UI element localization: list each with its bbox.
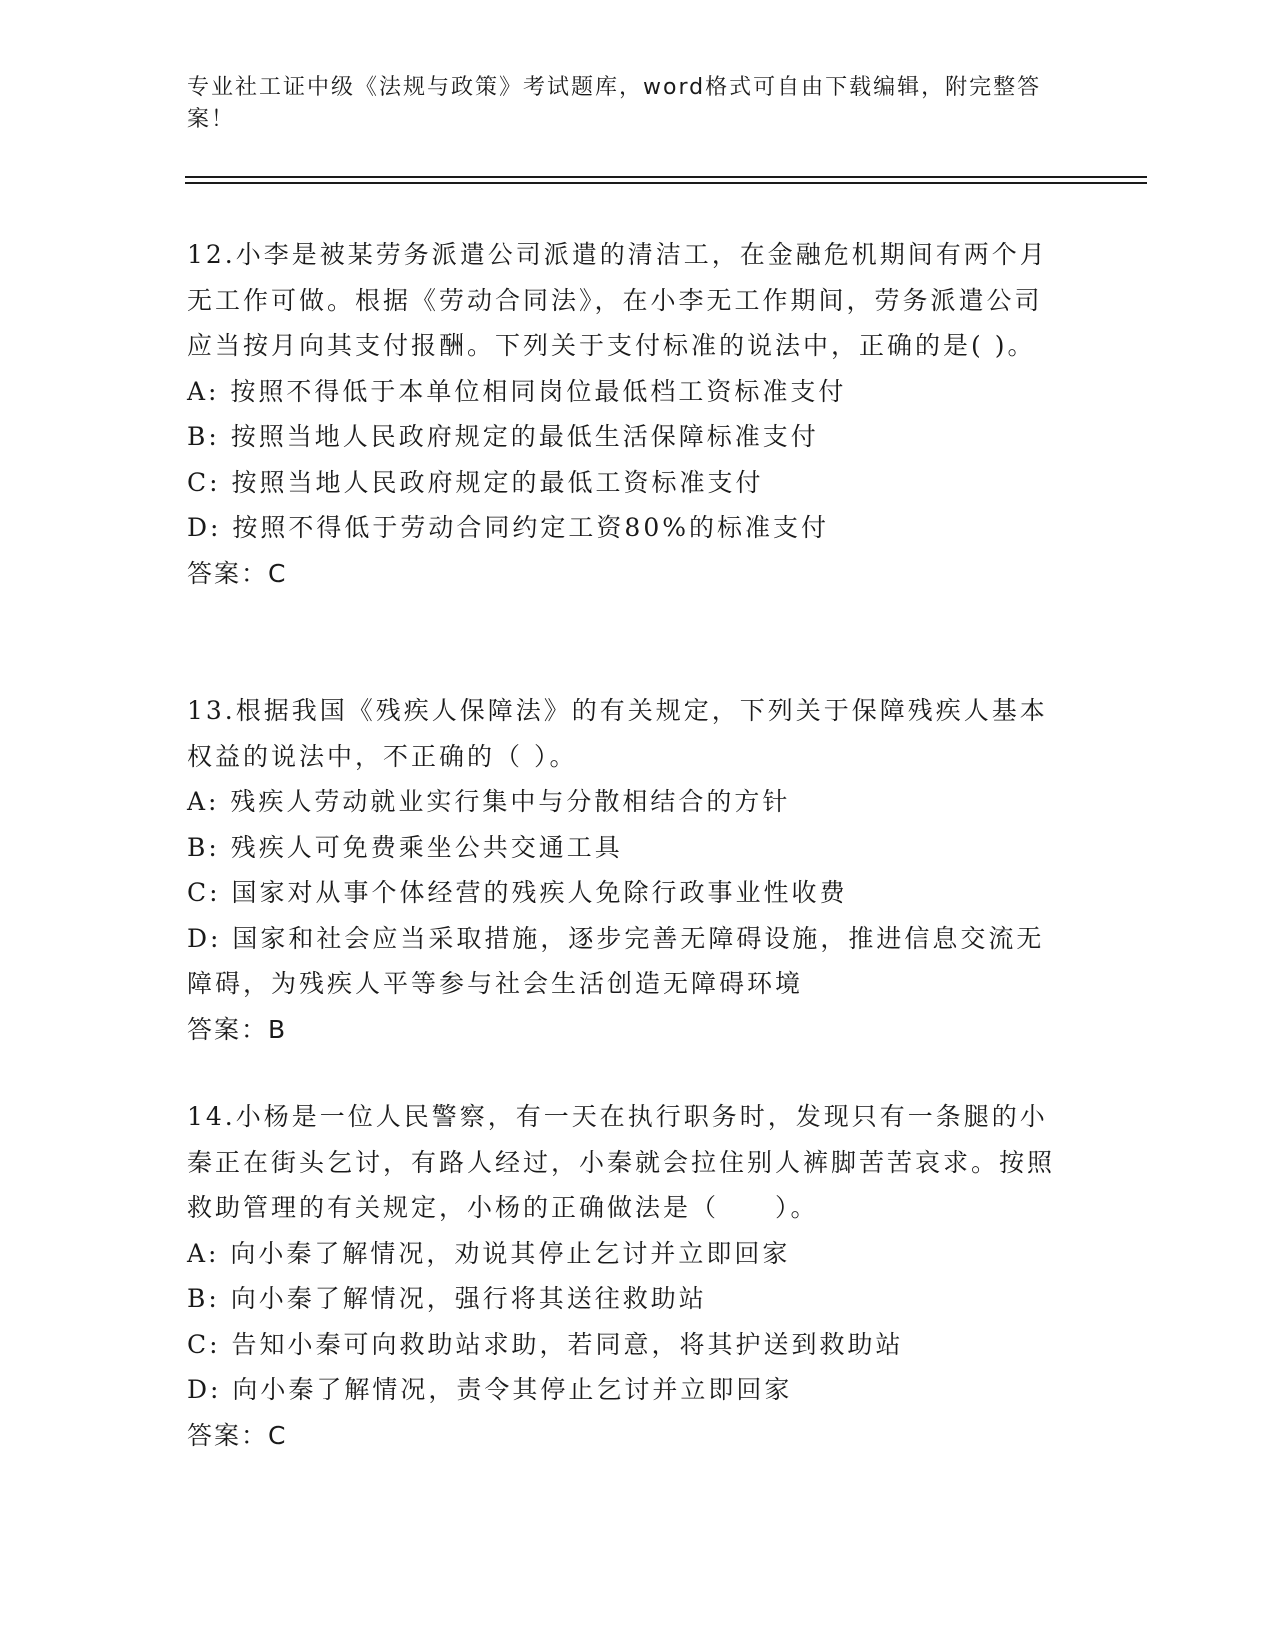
option-b: B: 残疾人可免费乘坐公共交通工具 (187, 832, 623, 862)
question-text: 13.根据我国《残疾人保障法》的有关规定，下列关于保障残疾人基本权益的说法中，不正确的（ ）。 (187, 696, 1048, 771)
answer: 答案：B (187, 1014, 288, 1044)
document-header: 专业社工证中级《法规与政策》考试题库，word格式可自由下载编辑，附完整答案！ (187, 75, 1042, 132)
option-b: B: 按照当地人民政府规定的最低生活保障标准支付 (187, 422, 819, 451)
option-b: B: 向小秦了解情况，强行将其送往救助站 (187, 1284, 707, 1313)
question-text: 14.小杨是一位人民警察，有一天在执行职务时，发现只有一条腿的小秦正在街头乞讨，有路人经过，小秦就会拉住别人裤脚苦苦哀求。按照救助管理的有关规定，小杨的正确做法是（ ）。 (187, 1102, 1056, 1222)
option-a: A: 残疾人劳动就业实行集中与分散相结合的方针 (187, 787, 791, 816)
option-d: D: 按照不得低于劳动合同约定工资80%的标准支付 (187, 513, 829, 542)
option-c: C: 告知小秦可向救助站求助，若同意，将其护送到救助站 (187, 1329, 904, 1359)
option-a: A: 按照不得低于本单位相同岗位最低档工资标准支付 (187, 376, 847, 406)
option-c: C: 国家对从事个体经营的残疾人免除行政事业性收费 (187, 878, 848, 907)
answer: 答案：C (187, 1420, 288, 1450)
question-text: 12.小李是被某劳务派遣公司派遣的清洁工，在金融危机期间有两个月无工作可做。根据《劳动合同法》，在小李无工作期间，劳务派遣公司应当按月向其支付报酬。下列关于支付标准的说法中，正确的是( )。 (187, 240, 1048, 360)
option-c: C: 按照当地人民政府规定的最低工资标准支付 (187, 467, 764, 497)
question-12 (187, 232, 1067, 596)
header-rule-top (185, 176, 1147, 178)
answer: 答案：C (187, 558, 288, 588)
header-rule-bottom (185, 182, 1147, 184)
option-d: D: 向小秦了解情况，责令其停止乞讨并立即回家 (187, 1375, 793, 1404)
question-14 (187, 1094, 1067, 1458)
option-d: D: 国家和社会应当采取措施，逐步完善无障碍设施，推进信息交流无障碍，为残疾人平等参与社会生活创造无障碍环境 (187, 923, 1045, 998)
question-13 (187, 688, 1067, 1052)
option-a: A: 向小秦了解情况，劝说其停止乞讨并立即回家 (187, 1238, 791, 1268)
